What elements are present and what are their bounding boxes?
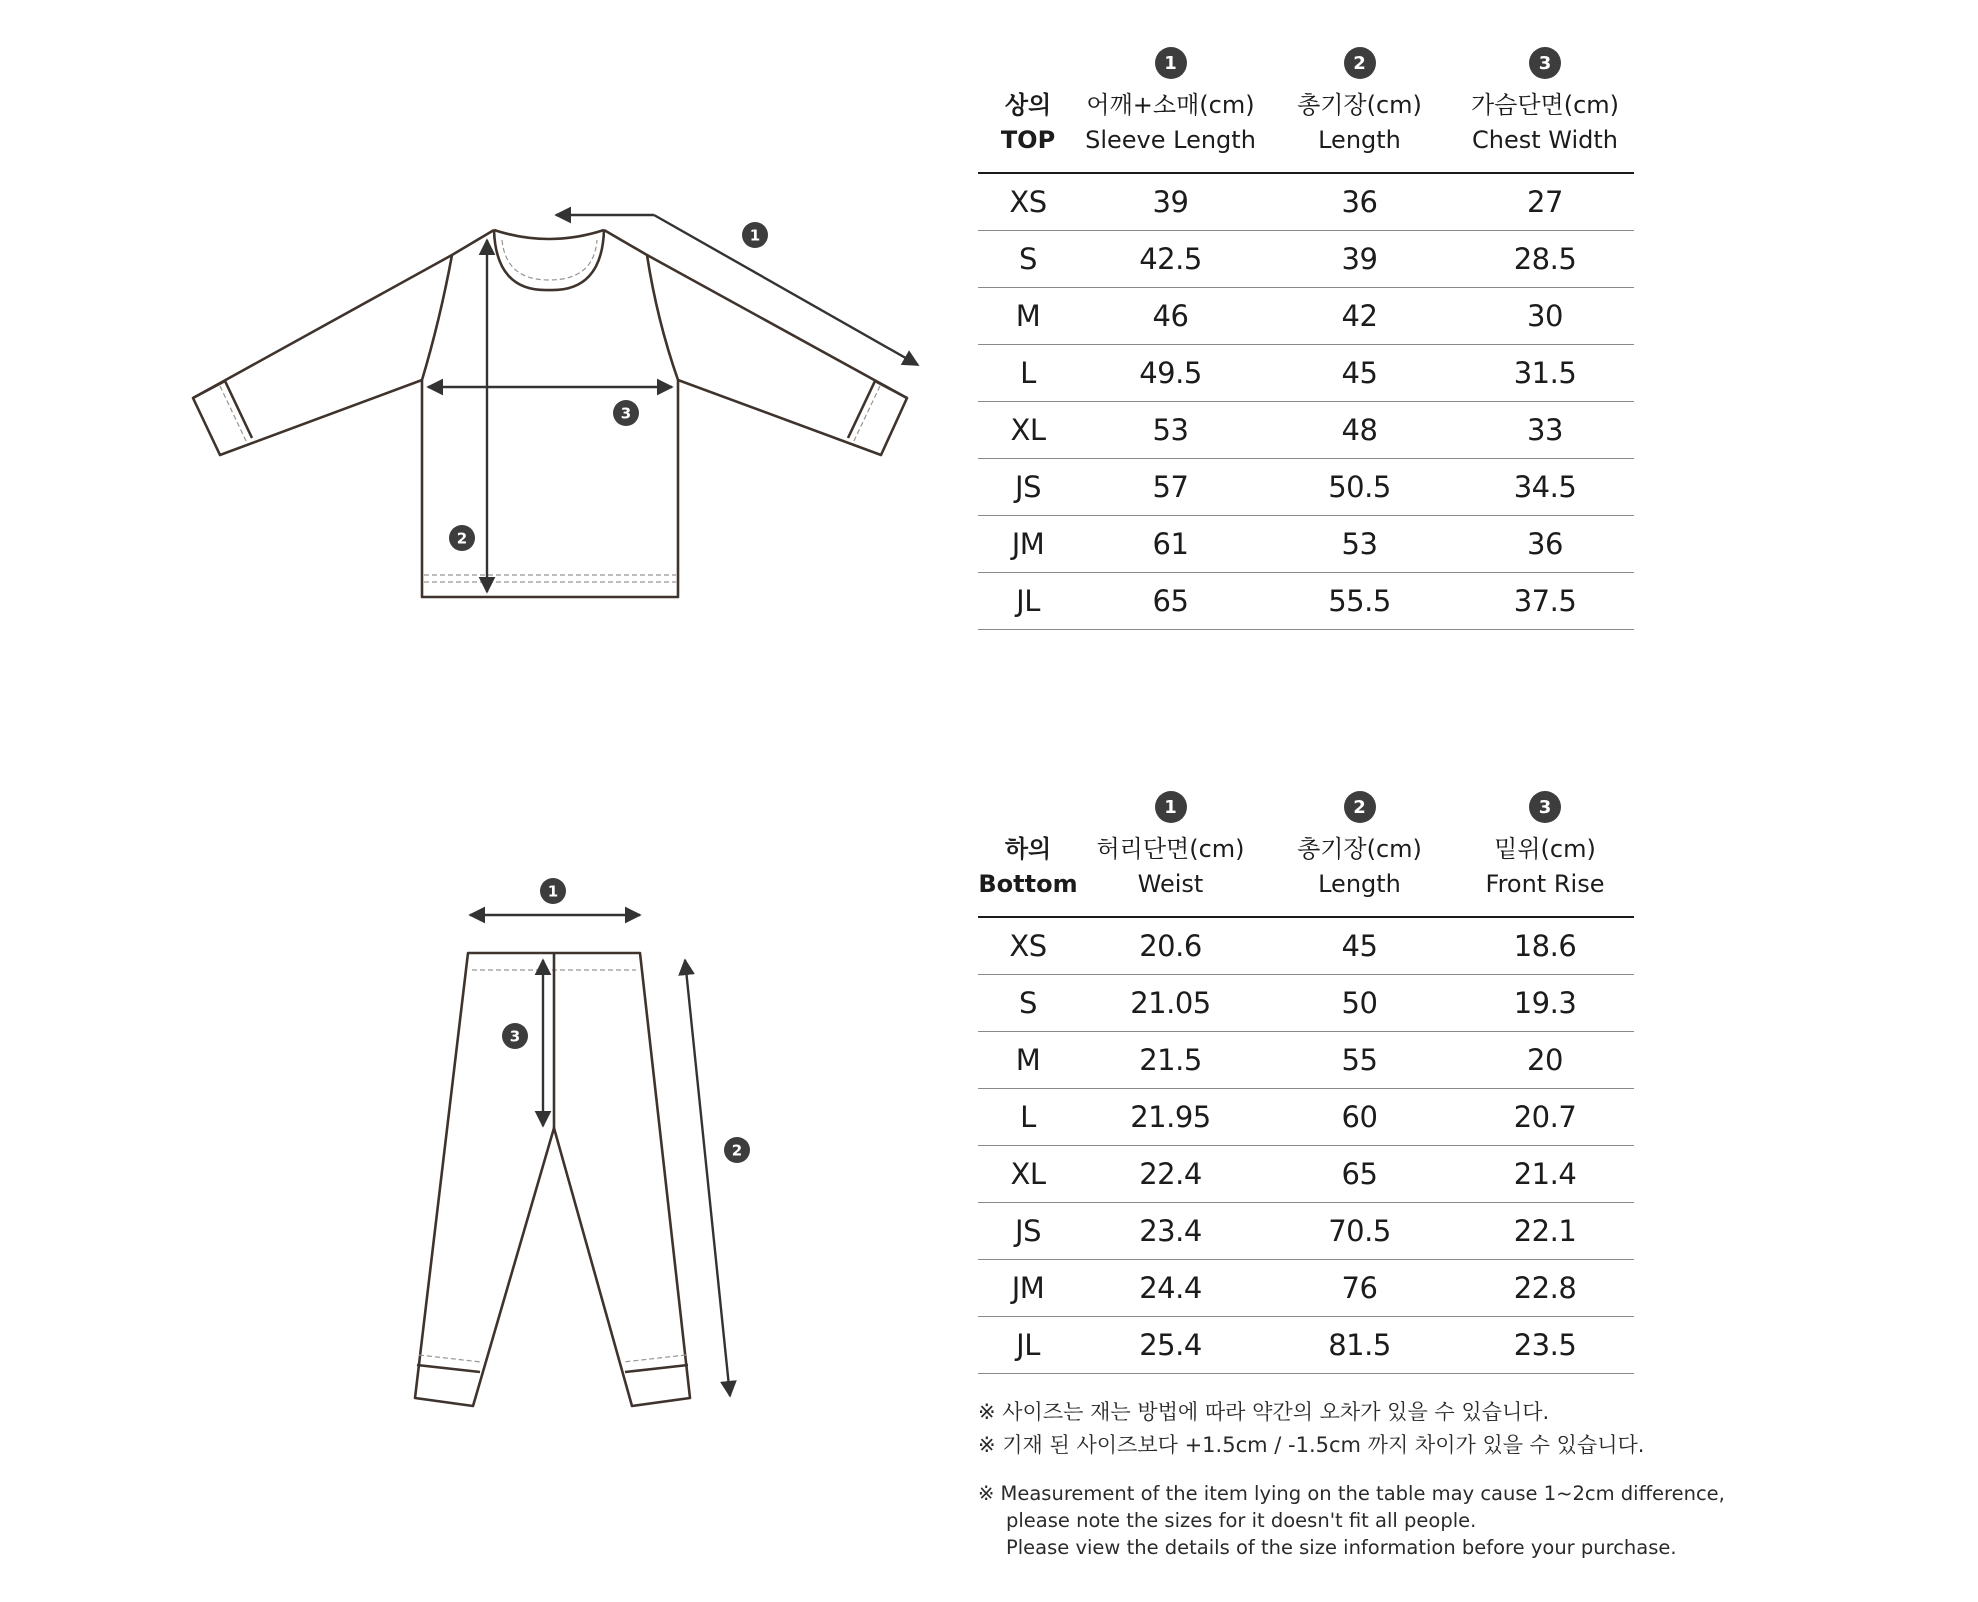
table-cell: 60 [1263, 1089, 1456, 1146]
table-cell: 36 [1456, 516, 1634, 573]
note-en-1: ※ Measurement of the item lying on the table may cause 1~2cm difference, [978, 1482, 1725, 1505]
top-col-2-marker-icon: 2 [1344, 47, 1376, 79]
table-cell: 22.8 [1456, 1260, 1634, 1317]
top-col-2-header: 총기장(cm) Length [1263, 88, 1456, 173]
table-cell: 21.95 [1078, 1089, 1263, 1146]
table-cell: 39 [1078, 173, 1263, 231]
bottom-col-3-header: 밑위(cm) Front Rise [1456, 832, 1634, 917]
table-row [978, 231, 1634, 288]
table-cell: 55.5 [1263, 573, 1456, 630]
table-cell: 45 [1263, 345, 1456, 402]
size-label: M [978, 1032, 1078, 1089]
bottom-marker-row [978, 782, 1634, 832]
size-label: JL [978, 1317, 1078, 1374]
size-label: JM [978, 516, 1078, 573]
table-cell: 22.4 [1078, 1146, 1263, 1203]
table-row [978, 516, 1634, 573]
table-row [978, 1146, 1634, 1203]
size-label: L [978, 345, 1078, 402]
table-cell: 21.4 [1456, 1146, 1634, 1203]
table-row [978, 173, 1634, 231]
table-cell: 28.5 [1456, 231, 1634, 288]
svg-text:3: 3 [509, 1027, 521, 1046]
bottom-header-row [978, 832, 1634, 917]
table-row [978, 1260, 1634, 1317]
table-cell: 45 [1263, 917, 1456, 975]
size-label: M [978, 288, 1078, 345]
table-cell: 20 [1456, 1032, 1634, 1089]
top-category-ko: 상의 [1004, 91, 1052, 119]
bottom-length-arrow [685, 960, 730, 1396]
table-cell: 61 [1078, 516, 1263, 573]
top-size-table [978, 38, 1634, 630]
table-cell: 34.5 [1456, 459, 1634, 516]
table-cell: 30 [1456, 288, 1634, 345]
size-label: XS [978, 917, 1078, 975]
table-cell: 24.4 [1078, 1260, 1263, 1317]
table-cell: 49.5 [1078, 345, 1263, 402]
size-label: JM [978, 1260, 1078, 1317]
table-cell: 46 [1078, 288, 1263, 345]
table-row [978, 573, 1634, 630]
table-cell: 36 [1263, 173, 1456, 231]
bottom-marker-1-icon [540, 878, 566, 904]
top-marker-1-icon [742, 222, 768, 248]
size-label: L [978, 1089, 1078, 1146]
top-marker-row [978, 38, 1634, 88]
table-row [978, 402, 1634, 459]
table-row [978, 1317, 1634, 1374]
top-col-1-marker-icon: 1 [1155, 47, 1187, 79]
top-category-en: TOP [1000, 126, 1056, 154]
top-sleeve-arrow [556, 215, 918, 365]
svg-text:3: 3 [620, 404, 632, 423]
note-en [978, 1480, 1738, 1561]
table-row [978, 975, 1634, 1032]
top-header-row [978, 88, 1634, 173]
table-cell: 21.5 [1078, 1032, 1263, 1089]
table-cell: 20.7 [1456, 1089, 1634, 1146]
size-label: JS [978, 459, 1078, 516]
table-row [978, 1203, 1634, 1260]
table-cell: 55 [1263, 1032, 1456, 1089]
bottom-category-header [978, 832, 1078, 917]
table-row [978, 1089, 1634, 1146]
table-cell: 53 [1263, 516, 1456, 573]
table-row [978, 917, 1634, 975]
table-cell: 31.5 [1456, 345, 1634, 402]
table-cell: 81.5 [1263, 1317, 1456, 1374]
table-cell: 65 [1263, 1146, 1456, 1203]
table-row [978, 459, 1634, 516]
bottom-marker-3-icon [502, 1023, 528, 1049]
table-cell: 53 [1078, 402, 1263, 459]
table-row [978, 345, 1634, 402]
table-cell: 37.5 [1456, 573, 1634, 630]
top-col-1-header: 어깨+소매(cm) Sleeve Length [1078, 88, 1263, 173]
svg-text:2: 2 [731, 1141, 743, 1160]
bottom-size-table [978, 782, 1634, 1374]
table-cell: 50 [1263, 975, 1456, 1032]
note-ko-2: ※ 기재 된 사이즈보다 +1.5cm / -1.5cm 까지 차이가 있을 수 있습니다. [978, 1433, 1645, 1457]
table-cell: 33 [1456, 402, 1634, 459]
bottom-col-1-marker-icon: 1 [1155, 791, 1187, 823]
bottom-col-2-marker-icon: 2 [1344, 791, 1376, 823]
size-label: JS [978, 1203, 1078, 1260]
bottom-category-ko: 하의 [1004, 835, 1052, 863]
size-label: XS [978, 173, 1078, 231]
size-label: XL [978, 1146, 1078, 1203]
table-cell: 23.5 [1456, 1317, 1634, 1374]
bottom-col-2-header: 총기장(cm) Length [1263, 832, 1456, 917]
table-cell: 25.4 [1078, 1317, 1263, 1374]
size-label: XL [978, 402, 1078, 459]
table-cell: 70.5 [1263, 1203, 1456, 1260]
table-cell: 27 [1456, 173, 1634, 231]
table-cell: 42.5 [1078, 231, 1263, 288]
table-row [978, 288, 1634, 345]
top-col-3-marker-icon: 3 [1529, 47, 1561, 79]
table-cell: 23.4 [1078, 1203, 1263, 1260]
svg-text:2: 2 [456, 529, 468, 548]
table-cell: 57 [1078, 459, 1263, 516]
table-cell: 39 [1263, 231, 1456, 288]
note-en-3: Please view the details of the size information before your purchase. [1006, 1536, 1677, 1559]
table-cell: 22.1 [1456, 1203, 1634, 1260]
size-label: S [978, 231, 1078, 288]
svg-text:1: 1 [749, 226, 761, 245]
bottom-category-en: Bottom [978, 870, 1078, 898]
top-col-3-header: 가슴단면(cm) Chest Width [1456, 88, 1634, 173]
table-cell: 21.05 [1078, 975, 1263, 1032]
top-shirt-drawing [193, 230, 907, 597]
svg-text:1: 1 [547, 882, 559, 901]
size-label: S [978, 975, 1078, 1032]
table-cell: 19.3 [1456, 975, 1634, 1032]
bottom-pants-drawing [415, 953, 690, 1406]
bottom-col-3-marker-icon: 3 [1529, 791, 1561, 823]
note-en-2: please note the sizes for it doesn't fit all people. [1006, 1509, 1477, 1532]
bottom-col-1-header: 허리단면(cm) Weist [1078, 832, 1263, 917]
bottom-marker-2-icon [724, 1137, 750, 1163]
table-cell: 48 [1263, 402, 1456, 459]
table-cell: 76 [1263, 1260, 1456, 1317]
top-category-header [978, 88, 1078, 173]
table-cell: 20.6 [1078, 917, 1263, 975]
table-cell: 18.6 [1456, 917, 1634, 975]
size-label: JL [978, 573, 1078, 630]
size-notes [978, 1396, 1738, 1561]
top-marker-3-icon [613, 400, 639, 426]
note-ko-1: ※ 사이즈는 재는 방법에 따라 약간의 오차가 있을 수 있습니다. [978, 1400, 1550, 1424]
table-cell: 65 [1078, 573, 1263, 630]
table-cell: 42 [1263, 288, 1456, 345]
table-row [978, 1032, 1634, 1089]
table-cell: 50.5 [1263, 459, 1456, 516]
top-marker-2-icon [449, 525, 475, 551]
